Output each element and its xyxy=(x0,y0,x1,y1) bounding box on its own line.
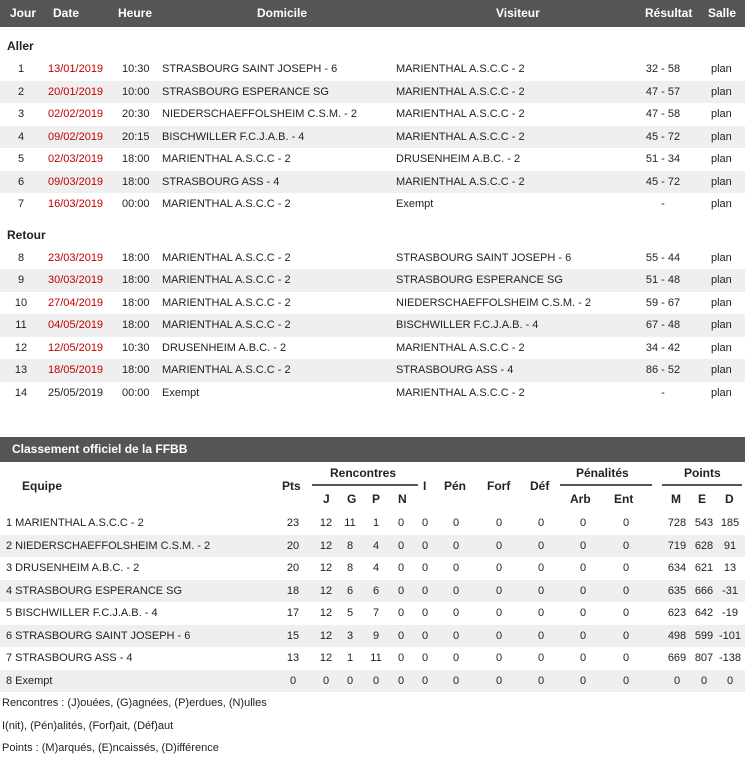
salle-plan-link[interactable]: plan xyxy=(711,274,732,286)
match-domicile: STRASBOURG ESPERANCE SG xyxy=(162,85,329,98)
cell-def: 0 xyxy=(537,517,545,529)
cell-p: 6 xyxy=(372,584,380,597)
match-domicile: MARIENTHAL A.S.C.C - 2 xyxy=(162,198,291,210)
match-domicile: MARIENTHAL A.S.C.C - 2 xyxy=(162,364,291,376)
cell-forf: 0 xyxy=(495,607,503,619)
match-visiteur: MARIENTHAL A.S.C.C - 2 xyxy=(396,63,525,75)
cell-arb: 0 xyxy=(579,629,587,642)
cell-forf: 0 xyxy=(495,652,503,664)
cell-j: 12 xyxy=(319,652,333,664)
salle-plan-link[interactable]: plan xyxy=(711,364,732,376)
cell-j: 12 xyxy=(319,584,333,597)
match-heure: 10:00 xyxy=(122,85,150,98)
cell-p: 7 xyxy=(372,607,380,619)
cell-arb: 0 xyxy=(579,517,587,529)
cell-def: 0 xyxy=(537,629,545,642)
match-visiteur: MARIENTHAL A.S.C.C - 2 xyxy=(396,175,525,188)
legend-line: Rencontres : (J)ouées, (G)agnées, (P)erdues, (N)ulles xyxy=(2,697,267,709)
salle-plan-link[interactable]: plan xyxy=(711,251,732,264)
match-row xyxy=(0,292,745,315)
cell-m: 623 xyxy=(667,607,687,619)
match-jour: 2 xyxy=(17,85,25,98)
cell-m: 669 xyxy=(667,652,687,664)
cell-m: 728 xyxy=(667,517,687,529)
match-domicile: STRASBOURG ASS - 4 xyxy=(162,175,280,188)
match-jour: 14 xyxy=(14,386,28,399)
cell-d: -31 xyxy=(722,584,738,597)
cell-p: 4 xyxy=(372,539,380,552)
match-resultat: 47 - 58 xyxy=(645,108,681,120)
ranking-row xyxy=(0,512,745,535)
cell-g: 3 xyxy=(346,629,354,642)
ranking-table xyxy=(0,437,745,760)
cell-pts: 20 xyxy=(286,562,300,574)
cell-m: 498 xyxy=(667,629,687,642)
match-date: 02/03/2019 xyxy=(48,153,104,165)
match-row xyxy=(0,103,745,126)
cell-equipe: 2 NIEDERSCHAEFFOLSHEIM C.S.M. - 2 xyxy=(6,539,211,552)
salle-plan-link[interactable]: plan xyxy=(711,130,732,143)
col-j: J xyxy=(323,492,330,506)
cell-ent: 0 xyxy=(622,562,630,574)
match-heure: 00:00 xyxy=(122,198,150,210)
match-visiteur: MARIENTHAL A.S.C.C - 2 xyxy=(396,386,525,399)
ranking-row xyxy=(0,535,745,558)
col-d: D xyxy=(725,492,734,506)
cell-arb: 0 xyxy=(579,652,587,664)
match-resultat: 55 - 44 xyxy=(645,251,681,264)
match-jour: 11 xyxy=(15,319,27,331)
match-visiteur: MARIENTHAL A.S.C.C - 2 xyxy=(396,341,525,354)
cell-j: 12 xyxy=(319,517,333,529)
cell-e: 543 xyxy=(694,517,714,529)
ranking-row xyxy=(0,670,745,693)
match-visiteur: MARIENTHAL A.S.C.C - 2 xyxy=(396,85,525,98)
col-p: P xyxy=(372,492,381,506)
match-visiteur: MARIENTHAL A.S.C.C - 2 xyxy=(396,108,525,120)
match-heure: 18:00 xyxy=(122,175,150,188)
match-jour: 5 xyxy=(17,153,25,165)
cell-equipe: 6 STRASBOURG SAINT JOSEPH - 6 xyxy=(6,629,191,642)
salle-plan-link[interactable]: plan xyxy=(711,175,732,188)
cell-m: 719 xyxy=(667,539,687,552)
cell-def: 0 xyxy=(537,539,545,552)
group-rencontres: Rencontres xyxy=(330,466,397,480)
match-domicile: Exempt xyxy=(162,386,200,399)
header-resultat: Résultat xyxy=(645,6,693,20)
match-domicile: NIEDERSCHAEFFOLSHEIM C.S.M. - 2 xyxy=(162,108,357,120)
cell-i: 0 xyxy=(421,674,429,687)
match-visiteur: MARIENTHAL A.S.C.C - 2 xyxy=(396,130,525,143)
cell-pen: 0 xyxy=(452,607,460,619)
cell-j: 0 xyxy=(322,674,330,687)
cell-equipe: 8 Exempt xyxy=(6,674,53,687)
col-equipe: Equipe xyxy=(22,479,63,493)
cell-p: 9 xyxy=(372,629,380,642)
match-heure: 18:00 xyxy=(122,153,150,165)
match-date: 16/03/2019 xyxy=(48,198,104,210)
match-date: 02/02/2019 xyxy=(48,108,104,120)
cell-g: 5 xyxy=(346,607,354,619)
cell-pen: 0 xyxy=(452,652,460,664)
schedule-header-row xyxy=(0,0,745,27)
group-points-line xyxy=(662,484,742,486)
match-domicile: BISCHWILLER F.C.J.A.B. - 4 xyxy=(162,130,305,143)
cell-def: 0 xyxy=(537,674,545,687)
ranking-row xyxy=(0,625,745,648)
cell-pen: 0 xyxy=(452,629,460,642)
cell-equipe: 5 BISCHWILLER F.C.J.A.B. - 4 xyxy=(6,607,158,619)
match-jour: 7 xyxy=(17,198,25,210)
header-salle: Salle xyxy=(708,6,737,20)
cell-pts: 17 xyxy=(286,607,300,619)
ranking-header xyxy=(0,462,745,512)
cell-i: 0 xyxy=(421,652,429,664)
cell-i: 0 xyxy=(421,584,429,597)
col-def: Déf xyxy=(530,479,550,493)
match-domicile: MARIENTHAL A.S.C.C - 2 xyxy=(162,153,291,165)
cell-e: 621 xyxy=(694,562,714,574)
match-date: 04/05/2019 xyxy=(48,319,104,331)
cell-n: 0 xyxy=(397,652,405,664)
match-heure: 10:30 xyxy=(122,341,150,354)
col-g: G xyxy=(347,492,357,506)
salle-plan-link[interactable]: plan xyxy=(711,85,732,98)
match-jour: 13 xyxy=(14,364,28,376)
ranking-body xyxy=(0,512,745,692)
cell-n: 0 xyxy=(397,517,405,529)
match-jour: 10 xyxy=(14,296,28,309)
match-row xyxy=(0,58,745,81)
cell-ent: 0 xyxy=(622,629,630,642)
cell-e: 0 xyxy=(700,674,708,687)
cell-n: 0 xyxy=(397,629,405,642)
match-heure: 20:30 xyxy=(122,108,150,120)
match-visiteur: STRASBOURG ASS - 4 xyxy=(396,364,514,376)
salle-plan-link[interactable]: plan xyxy=(711,386,732,399)
col-e: E xyxy=(698,492,707,506)
cell-m: 0 xyxy=(673,674,681,687)
cell-ent: 0 xyxy=(622,517,630,529)
match-resultat: - xyxy=(661,198,665,210)
match-date: 23/03/2019 xyxy=(48,251,104,264)
cell-d: -101 xyxy=(718,629,742,642)
cell-n: 0 xyxy=(397,607,405,619)
cell-g: 6 xyxy=(346,584,354,597)
cell-d: 91 xyxy=(723,539,737,552)
cell-pts: 13 xyxy=(286,652,300,664)
cell-equipe: 7 STRASBOURG ASS - 4 xyxy=(6,652,133,664)
cell-def: 0 xyxy=(537,607,545,619)
cell-pen: 0 xyxy=(452,584,460,597)
cell-equipe: 1 MARIENTHAL A.S.C.C - 2 xyxy=(6,517,144,529)
cell-g: 11 xyxy=(344,517,356,529)
section-label: Retour xyxy=(7,227,46,242)
cell-m: 635 xyxy=(667,584,687,597)
cell-i: 0 xyxy=(421,607,429,619)
cell-ent: 0 xyxy=(622,652,630,664)
cell-equipe: 3 DRUSENHEIM A.B.C. - 2 xyxy=(6,562,140,574)
match-heure: 10:30 xyxy=(122,63,150,75)
cell-pen: 0 xyxy=(452,562,460,574)
match-resultat: - xyxy=(661,386,665,399)
cell-forf: 0 xyxy=(495,584,503,597)
col-pen: Pén xyxy=(444,479,467,493)
cell-forf: 0 xyxy=(495,562,503,574)
section-label: Aller xyxy=(7,39,34,53)
match-date: 12/05/2019 xyxy=(48,341,104,354)
cell-i: 0 xyxy=(421,629,429,642)
match-row xyxy=(0,359,745,382)
match-date: 27/04/2019 xyxy=(48,296,104,309)
cell-e: 628 xyxy=(694,539,714,552)
schedule-body xyxy=(0,27,745,404)
cell-pen: 0 xyxy=(452,539,460,552)
cell-n: 0 xyxy=(397,584,405,597)
cell-n: 0 xyxy=(397,562,405,574)
cell-arb: 0 xyxy=(579,607,587,619)
cell-p: 11 xyxy=(370,652,382,664)
col-i: I xyxy=(423,479,427,493)
cell-forf: 0 xyxy=(495,629,503,642)
cell-arb: 0 xyxy=(579,584,587,597)
match-domicile: MARIENTHAL A.S.C.C - 2 xyxy=(162,296,291,309)
ranking-title: Classement officiel de la FFBB xyxy=(12,442,188,456)
match-row xyxy=(0,247,745,270)
ranking-legend xyxy=(0,692,745,760)
match-row xyxy=(0,171,745,194)
cell-j: 12 xyxy=(319,562,333,574)
cell-j: 12 xyxy=(319,539,333,552)
match-heure: 18:00 xyxy=(122,364,150,376)
salle-plan-link[interactable]: plan xyxy=(711,63,732,75)
match-resultat: 51 - 48 xyxy=(645,274,681,286)
match-jour: 12 xyxy=(14,341,28,354)
match-resultat: 45 - 72 xyxy=(645,130,681,143)
match-jour: 6 xyxy=(17,175,25,188)
match-row xyxy=(0,81,745,104)
match-date: 20/01/2019 xyxy=(48,85,104,98)
header-heure: Heure xyxy=(118,6,153,20)
cell-forf: 0 xyxy=(495,517,503,529)
cell-e: 642 xyxy=(694,607,714,619)
cell-ent: 0 xyxy=(622,539,630,552)
group-penalites: Pénalités xyxy=(576,466,629,480)
match-resultat: 59 - 67 xyxy=(645,296,681,309)
match-row xyxy=(0,148,745,171)
cell-d: -19 xyxy=(722,607,738,619)
ranking-row xyxy=(0,647,745,670)
salle-plan-link[interactable]: plan xyxy=(711,153,732,165)
cell-forf: 0 xyxy=(495,674,503,687)
cell-ent: 0 xyxy=(622,584,630,597)
match-jour: 1 xyxy=(17,63,25,75)
cell-arb: 0 xyxy=(579,674,587,687)
cell-g: 8 xyxy=(346,562,354,574)
legend-line: Points : (M)arqués, (E)ncaissés, (D)ifférence xyxy=(2,742,219,754)
match-heure: 18:00 xyxy=(122,319,150,331)
cell-equipe: 4 STRASBOURG ESPERANCE SG xyxy=(6,584,183,597)
match-resultat: 32 - 58 xyxy=(645,63,681,75)
match-domicile: MARIENTHAL A.S.C.C - 2 xyxy=(162,274,291,286)
ranking-row xyxy=(0,580,745,603)
cell-i: 0 xyxy=(421,562,429,574)
col-forf: Forf xyxy=(487,479,511,493)
header-visiteur: Visiteur xyxy=(496,6,540,20)
match-visiteur: BISCHWILLER F.C.J.A.B. - 4 xyxy=(396,319,539,331)
cell-pts: 20 xyxy=(286,539,300,552)
match-row xyxy=(0,382,745,405)
col-pts: Pts xyxy=(282,479,301,493)
col-arb: Arb xyxy=(570,492,591,506)
group-rencontres-line xyxy=(312,484,418,486)
match-date: 30/03/2019 xyxy=(48,274,104,286)
match-domicile: DRUSENHEIM A.B.C. - 2 xyxy=(162,341,287,354)
match-visiteur: STRASBOURG SAINT JOSEPH - 6 xyxy=(396,251,572,264)
col-m: M xyxy=(671,492,681,506)
cell-def: 0 xyxy=(537,562,545,574)
match-visiteur: Exempt xyxy=(396,198,434,210)
cell-p: 1 xyxy=(372,517,380,529)
cell-pts: 0 xyxy=(289,674,297,687)
cell-def: 0 xyxy=(537,584,545,597)
legend-line: I(nit), (Pén)alités, (Forf)ait, (Déf)aut xyxy=(2,719,174,732)
match-heure: 20:15 xyxy=(122,130,150,143)
group-penalites-line xyxy=(560,484,652,486)
ranking-row xyxy=(0,602,745,625)
header-date: Date xyxy=(53,6,80,20)
match-resultat: 51 - 34 xyxy=(645,153,681,165)
match-heure: 18:00 xyxy=(122,296,150,309)
match-row xyxy=(0,337,745,360)
group-points: Points xyxy=(684,466,721,480)
match-row xyxy=(0,269,745,292)
ranking-title-bar xyxy=(0,437,745,462)
salle-plan-link[interactable]: plan xyxy=(711,319,732,331)
cell-pts: 15 xyxy=(286,629,300,642)
header-domicile: Domicile xyxy=(257,6,308,20)
cell-def: 0 xyxy=(537,652,545,664)
match-resultat: 47 - 57 xyxy=(645,85,681,98)
match-resultat: 34 - 42 xyxy=(645,341,681,354)
cell-d: 13 xyxy=(723,562,737,574)
cell-pen: 0 xyxy=(452,517,460,529)
cell-g: 0 xyxy=(346,674,354,687)
match-heure: 00:00 xyxy=(122,386,150,399)
cell-p: 0 xyxy=(372,674,380,687)
match-date: 13/01/2019 xyxy=(48,63,104,75)
match-heure: 18:00 xyxy=(122,251,150,264)
salle-plan-link[interactable]: plan xyxy=(711,341,732,354)
section-1 xyxy=(0,216,745,247)
match-row xyxy=(0,193,745,216)
match-row xyxy=(0,314,745,337)
match-visiteur: DRUSENHEIM A.B.C. - 2 xyxy=(396,153,521,165)
cell-i: 0 xyxy=(421,517,429,529)
cell-pen: 0 xyxy=(452,674,460,687)
match-date: 09/03/2019 xyxy=(48,175,104,188)
cell-p: 4 xyxy=(372,562,380,574)
cell-d: 0 xyxy=(726,674,734,687)
cell-n: 0 xyxy=(397,674,405,687)
match-date: 25/05/2019 xyxy=(48,386,104,399)
ranking-row xyxy=(0,557,745,580)
match-resultat: 67 - 48 xyxy=(645,319,681,331)
match-visiteur: STRASBOURG ESPERANCE SG xyxy=(396,274,563,286)
match-jour: 8 xyxy=(17,251,25,264)
cell-e: 599 xyxy=(694,629,714,642)
cell-e: 807 xyxy=(694,652,714,664)
cell-ent: 0 xyxy=(622,607,630,619)
header-jour: Jour xyxy=(10,6,37,20)
cell-m: 634 xyxy=(667,562,687,574)
cell-e: 666 xyxy=(694,584,714,597)
match-row xyxy=(0,126,745,149)
match-resultat: 45 - 72 xyxy=(645,175,681,188)
cell-j: 12 xyxy=(319,607,333,619)
match-heure: 18:00 xyxy=(122,274,150,286)
match-domicile: MARIENTHAL A.S.C.C - 2 xyxy=(162,319,291,331)
match-jour: 4 xyxy=(17,130,25,143)
match-domicile: MARIENTHAL A.S.C.C - 2 xyxy=(162,251,291,264)
match-visiteur: NIEDERSCHAEFFOLSHEIM C.S.M. - 2 xyxy=(396,296,591,309)
salle-plan-link[interactable]: plan xyxy=(711,296,732,309)
salle-plan-link[interactable]: plan xyxy=(711,108,732,120)
col-n: N xyxy=(398,492,407,506)
cell-g: 8 xyxy=(346,539,354,552)
match-domicile: STRASBOURG SAINT JOSEPH - 6 xyxy=(162,63,338,75)
cell-i: 0 xyxy=(421,539,429,552)
cell-g: 1 xyxy=(346,652,354,664)
match-resultat: 86 - 52 xyxy=(645,364,681,376)
cell-forf: 0 xyxy=(495,539,503,552)
section-0 xyxy=(0,27,745,58)
cell-arb: 0 xyxy=(579,562,587,574)
cell-n: 0 xyxy=(397,539,405,552)
cell-pts: 23 xyxy=(286,517,300,529)
cell-d: 185 xyxy=(720,517,740,529)
col-ent: Ent xyxy=(614,492,634,506)
match-date: 09/02/2019 xyxy=(48,130,104,143)
match-jour: 3 xyxy=(17,108,25,120)
cell-pts: 18 xyxy=(286,584,300,597)
salle-plan-link[interactable]: plan xyxy=(711,198,732,210)
match-jour: 9 xyxy=(17,274,25,286)
cell-arb: 0 xyxy=(579,539,587,552)
match-date: 18/05/2019 xyxy=(48,364,104,376)
cell-d: -138 xyxy=(718,652,742,664)
cell-ent: 0 xyxy=(622,674,630,687)
cell-j: 12 xyxy=(319,629,333,642)
